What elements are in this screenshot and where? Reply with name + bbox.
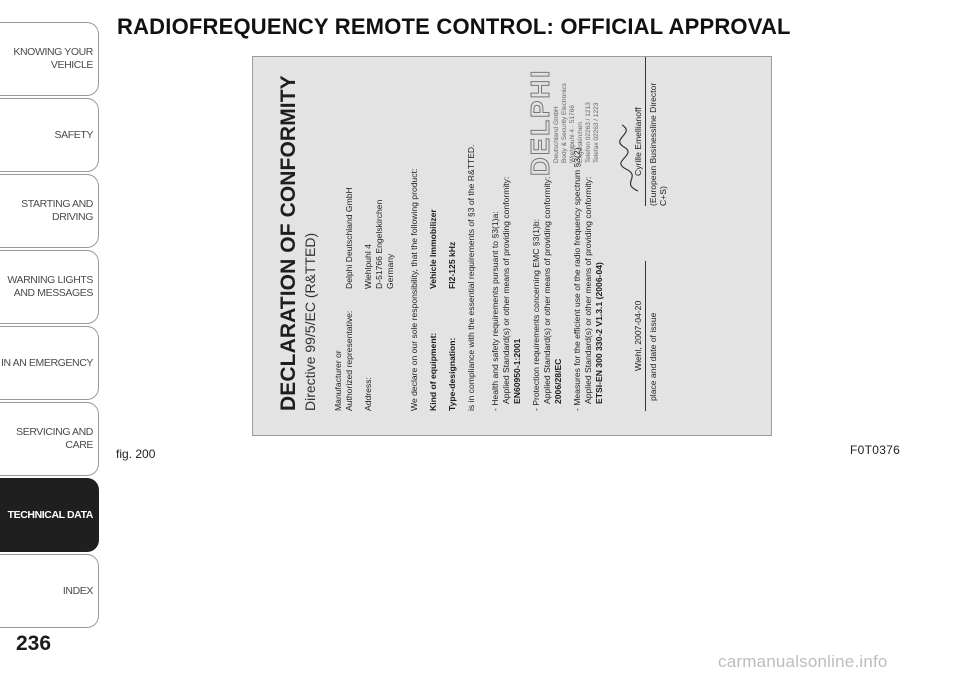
authorized-label: Authorized representative: [344,310,354,411]
delphi-logo: DELPHI [525,68,555,176]
signature-line [645,56,646,206]
address-label: Address: [363,377,373,411]
radio-line-1: - Measures for the efficient use of the radio frequency spectrum §3(2) [572,147,582,411]
radio-line-3: ETSI-EN 300 330-2 V1.3.1 (2006-04) [594,262,604,404]
manufacturer-label: Manufacturer or [333,350,343,411]
address-line-2: D-51766 Engelskirchen [374,199,384,289]
company-stamp [553,75,601,163]
stamp-line: Telefax 02263 / 1223 [593,102,600,163]
tab-index[interactable] [0,554,99,628]
radio-line-2: Applied Standard(s) or other means of providing conformity: [583,176,593,404]
authorized-value: Delphi Deutschland GmbH [344,187,354,289]
declaration-statement: We declare on our sole responsibility, that the following product: [409,168,419,411]
equipment-label: Kind of equipment: [428,332,438,411]
tab-technical-data[interactable] [0,478,99,552]
place-line [645,261,646,411]
tab-starting-and-driving[interactable] [0,174,99,248]
signer-title: (European Businessline Director C+S) [648,82,668,206]
doc-subtitle: Directive 99/5/EC (R&TTED) [302,232,318,411]
address-line-3: Germany [385,253,395,289]
place-label: place and date of issue [648,312,658,401]
stamp-line: Wiehlpuhl 4 · 51766 Engelskirchen [569,105,584,163]
tab-servicing-and-care[interactable] [0,402,99,476]
tab-label: WARNING LIGHTS AND MESSAGES [7,274,93,299]
tab-label: IN AN EMERGENCY [0,356,93,369]
figure-caption: fig. 200 [116,447,156,461]
type-row [447,75,458,411]
stamp-line: Telefon 02263 / 1213 [585,102,592,163]
health-requirements [490,75,523,411]
page-number: 236 [16,632,52,655]
declaration-figure [252,56,772,436]
tab-warning-lights[interactable] [0,250,99,324]
tab-label: KNOWING YOUR VEHICLE [13,46,93,71]
stamp-line: Body & Security Electronics [561,83,568,163]
health-line-2: Applied Standard(s) or other means of providing conformity: [501,176,511,404]
type-value: FI2-125 kHz [447,241,457,289]
tab-in-an-emergency[interactable] [0,326,99,400]
type-label: Type-designation: [447,337,457,411]
signer-name: Cyrille Emellianoff [633,107,643,176]
health-line-1: - Health and safety requirements pursuant to §3(1)a: [490,211,500,411]
stamp-line: Deutschland GmbH [553,106,560,163]
health-line-3: EN60950-1:2001 [512,338,522,404]
address-row [363,75,374,411]
address-row-2 [374,75,385,411]
tab-label: SAFETY [54,128,93,141]
protection-line-2: Applied Standard(s) or other means of providing conformity: [542,176,552,404]
tab-label: STARTING AND DRIVING [21,198,93,223]
declaration-document [253,57,772,436]
tab-knowing-your-vehicle[interactable] [0,22,99,96]
tab-label: SERVICING AND CARE [16,426,93,451]
tab-safety[interactable] [0,98,99,172]
section-title: RADIOFREQUENCY REMOTE CONTROL: OFFICIAL APPROVAL [117,14,791,39]
compliance-statement: is in compliance with the essential requirements of §3 of the R&TTED. [466,144,476,411]
doc-title: DECLARATION OF CONFORMITY [277,75,300,411]
equipment-value: Vehicle Immobilizer [428,209,438,289]
authorized-row [344,75,355,411]
protection-line-1: - Protection requirements concerning EMC §3(1)b: [531,218,541,411]
place-date: Wiehl, 2007-04-20 [633,300,643,371]
equipment-row [428,75,439,411]
address-line-1: Wiehlpuhl 4 [363,244,373,289]
address-row-3 [385,75,396,411]
tab-label: INDEX [62,584,93,597]
protection-line-3: 2006/28/EC [553,358,563,404]
figure-code: F0T0376 [850,443,901,457]
watermark: carmanualsonline.info [718,652,888,671]
tab-label: TECHNICAL DATA [7,508,93,521]
